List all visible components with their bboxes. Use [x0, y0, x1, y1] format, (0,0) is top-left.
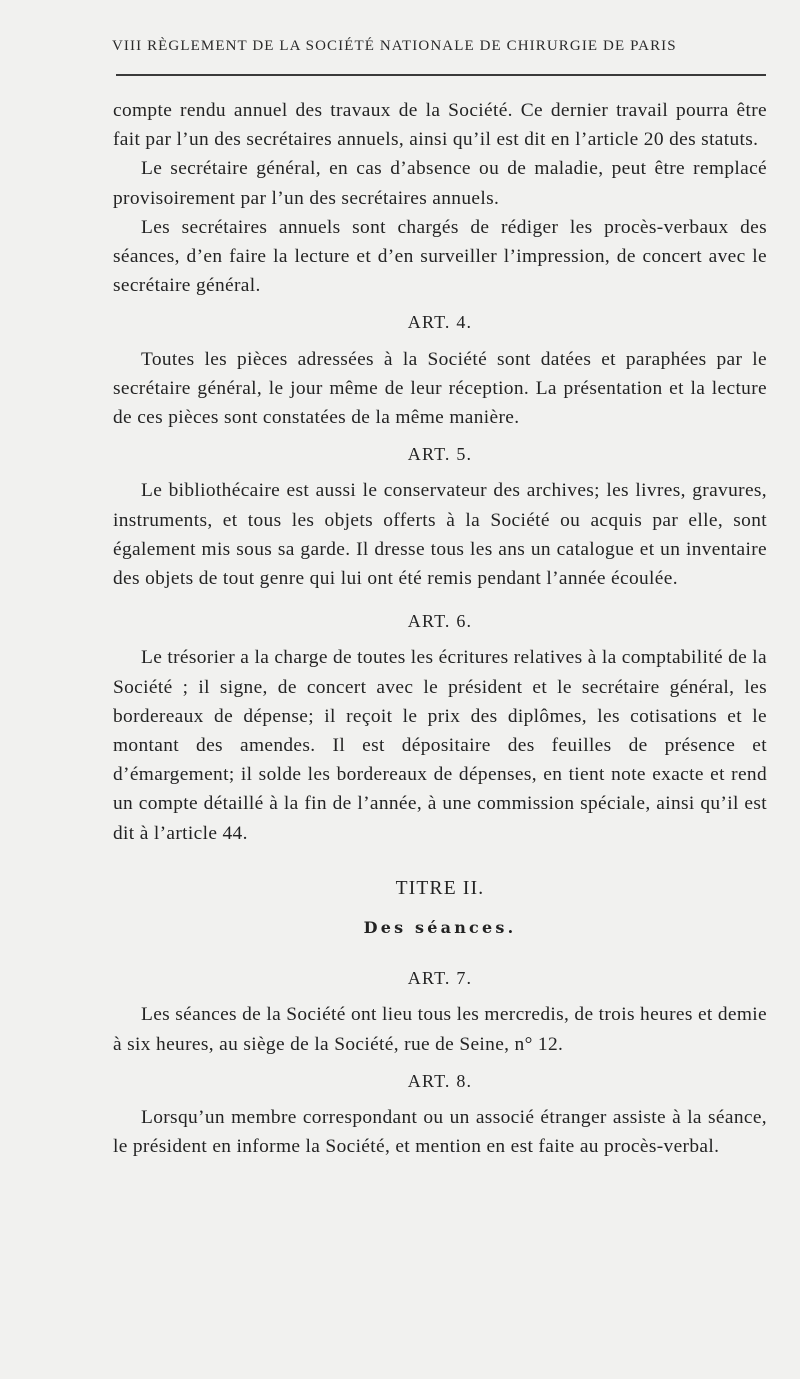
title-section-heading: TITRE II. — [395, 877, 485, 899]
paragraph-article-6: Le trésorier a la charge de toutes les écritures relatives à la comptabilité de la Société ; il signe, de concert avec le président et le secrétaire général, les bordereaux de dépense; il reçoit le prix des diplômes, les cotisations et le montant des amendes. Il est dépositaire des feuilles de présence et d’émargement; il solde les bordereaux de dépenses, en tient note exacte et rend un compte détaillé à la fin de l’année, à une commission spéciale, ainsi qu’il est dit à l’article 44. — [113, 647, 767, 844]
paragraph-article-5: Le bibliothécaire est aussi le conservateur des archives; les livres, gravures, instruments, et tous les objets offerts à la Société ou acquis par elle, sont également mis sous sa garde. Il dresse tous les ans un catalogue et un inventaire des objets de tout genre qui lui ont été remis pendant l’année écoulée. — [113, 480, 767, 590]
article-4-heading: ART. 4. — [407, 312, 473, 333]
article-7-heading: ART. 7. — [407, 968, 473, 989]
paragraph-compte-rendu: compte rendu annuel des travaux de la Société. Ce dernier travail pourra être fait par l’un des secrétaires annuels, ainsi qu’il est dit en l’article 20 des statuts. — [113, 100, 767, 151]
title-section-subtitle: Des séances. — [363, 918, 517, 938]
paragraph-article-7: Les séances de la Société ont lieu tous les mercredis, de trois heures et demie à six heures, au siège de la Société, rue de Seine, n° 12. — [113, 1004, 767, 1055]
article-6-heading: ART. 6. — [407, 611, 473, 632]
article-5-heading: ART. 5. — [407, 444, 473, 465]
paragraph-secretaires-annuels: Les secrétaires annuels sont chargés de rédiger les procès-verbaux des séances, d’en faire la lecture et d’en surveiller l’impression, de concert avec le secrétaire général. — [113, 216, 767, 297]
page-body — [113, 96, 767, 1162]
paragraph-article-4: Toutes les pièces adressées à la Société sont datées et paraphées par le secrétaire général, le jour même de leur réception. La présentation et la lecture de ces pièces sont constatées de la même manière. — [113, 348, 767, 429]
running-header: VIII RÈGLEMENT DE LA SOCIÉTÉ NATIONALE DE CHIRURGIE DE PARIS — [112, 38, 677, 54]
article-8-heading: ART. 8. — [407, 1070, 473, 1091]
paragraph-secretaire-general: Le secrétaire général, en cas d’absence ou de maladie, peut être remplacé provisoirement par l’un des secrétaires annuels. — [113, 158, 767, 209]
paragraph-article-8: Lorsqu’un membre correspondant ou un associé étranger assiste à la séance, le président en informe la Société, et mention en est faite au procès-verbal. — [113, 1107, 767, 1158]
header-rule — [116, 74, 766, 76]
